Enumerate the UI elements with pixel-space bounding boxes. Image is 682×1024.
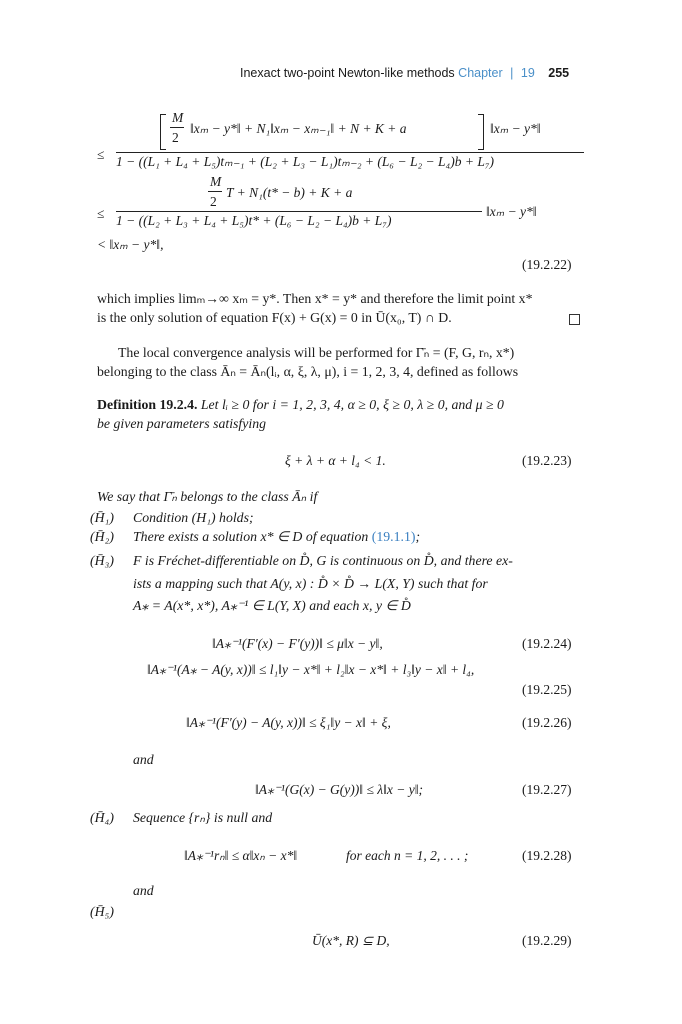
definition-line1: Let lᵢ ≥ 0 for i = 1, 2, 3, 4, α ≥ 0, ξ ≥ 0, λ ≥ 0, and μ ≥ 0 bbox=[200, 397, 504, 412]
h2-line bbox=[133, 529, 420, 545]
eq-number-29: (19.2.29) bbox=[522, 933, 572, 948]
and-1: and bbox=[133, 752, 154, 767]
num2-2: 2 bbox=[210, 194, 217, 209]
eq23-expr: ξ + λ + α + l₄ < 1. bbox=[285, 453, 386, 468]
definition-label: Definition 19.2.4. bbox=[97, 397, 198, 412]
h2-text: There exists a solution x* ∈ D of equation bbox=[133, 529, 369, 544]
h4-text: Sequence {rₙ} is null and bbox=[133, 810, 273, 825]
eq24-expr: ‖A⁎⁻¹(F′(x) − F′(y))‖ ≤ μ‖x − y‖, bbox=[212, 636, 383, 651]
le-sign-2: ≤ bbox=[97, 206, 105, 221]
h4-label: (H̄₄) bbox=[90, 810, 114, 825]
page-number: 255 bbox=[548, 66, 570, 80]
h5-label: (H̄₅) bbox=[90, 904, 114, 919]
h3-line3: A⁎ = A(x*, x*), A⁎⁻¹ ∈ L(Y, X) and each x, y ∈ D̊ bbox=[133, 598, 411, 613]
para1-line2: is the only solution of equation F(x) + G(x) = 0 in Ū(x₀, T) ∩ D. bbox=[97, 310, 452, 325]
header-chapter-number: 19 bbox=[520, 66, 535, 80]
eq25-expr: ‖A⁎⁻¹(A⁎ − A(y, x))‖ ≤ l₁‖y − x*‖ + l₂‖x − x*‖ + l₃‖y − x‖ + l₄, bbox=[147, 662, 475, 677]
lt-line: < ‖xₘ − y*‖, bbox=[97, 237, 164, 252]
header-chapter: Chapter bbox=[458, 66, 503, 80]
h3-line2: ists a mapping such that A(y, x) : D̊ × D̊ → L(X, Y) such that for bbox=[133, 576, 488, 591]
eq28-expr: ‖A⁎⁻¹rₙ‖ ≤ α‖xₙ − x*‖ bbox=[184, 848, 298, 863]
h2-label: (H̄₂) bbox=[90, 529, 114, 544]
tail2: ‖xₘ − y*‖ bbox=[486, 204, 537, 219]
header-separator: | bbox=[510, 66, 514, 80]
eq-number-24: (19.2.24) bbox=[522, 636, 572, 651]
h1-text: Condition (H₁) holds; bbox=[133, 510, 254, 525]
le-sign-1: ≤ bbox=[97, 147, 105, 162]
h3-line1: F is Fréchet-differentiable on D̊, G is continuous on D̊, and there ex- bbox=[133, 553, 513, 568]
eq-number-28: (19.2.28) bbox=[522, 848, 572, 863]
and-2: and bbox=[133, 883, 154, 898]
h2-end: ; bbox=[415, 529, 421, 544]
header-title: Inexact two-point Newton-like methods bbox=[240, 66, 455, 80]
h3-label: (H̄₃) bbox=[90, 553, 114, 568]
equation-link[interactable]: (19.1.1) bbox=[371, 529, 416, 544]
class-intro: We say that Γ̄ₙ belongs to the class Āₙ if bbox=[97, 489, 318, 504]
definition-heading bbox=[97, 397, 504, 413]
eq-number-23: (19.2.23) bbox=[522, 453, 572, 468]
definition-line2: be given parameters satisfying bbox=[97, 416, 266, 431]
eq-number-27: (19.2.27) bbox=[522, 782, 572, 797]
eq-number-22: (19.2.22) bbox=[522, 257, 572, 272]
eq29-expr: Ū(x*, R) ⊆ D, bbox=[312, 933, 390, 948]
num1-M: M bbox=[172, 110, 184, 125]
eq26-expr: ‖A⁎⁻¹(F′(y) − A(y, x))‖ ≤ ξ₁‖y − x‖ + ξ, bbox=[186, 715, 391, 730]
num2-rest: T + N₁(t* − b) + K + a bbox=[226, 185, 353, 200]
running-header bbox=[240, 66, 569, 80]
eq28-condition: for each n = 1, 2, . . . ; bbox=[346, 848, 469, 863]
den2: 1 − ((L₂ + L₃ + L₄ + L₅)t* + (L₆ − L₂ − L₄)b + L₇) bbox=[116, 213, 392, 228]
para2-line2: belonging to the class Āₙ = Āₙ(lᵢ, α, ξ, λ, μ), i = 1, 2, 3, 4, defined as follows bbox=[97, 364, 519, 379]
para1-line1: which implies limₘ→∞ xₘ = y*. Then x* = y* and therefore the limit point x* bbox=[97, 291, 533, 306]
num1-tail: ‖xₘ − y*‖ bbox=[490, 121, 541, 136]
qed-box bbox=[569, 314, 580, 325]
den1: 1 − ((L₁ + L₄ + L₅)tₘ₋₁ + (L₂ + L₃ − L₁)tₘ₋₂ + (L₆ − L₂ − L₄)b + L₇) bbox=[116, 154, 495, 169]
num1-2: 2 bbox=[172, 130, 179, 145]
eq27-expr: ‖A⁎⁻¹(G(x) − G(y))‖ ≤ λ‖x − y‖; bbox=[255, 782, 423, 797]
eq-number-26: (19.2.26) bbox=[522, 715, 572, 730]
h1-label: (H̄₁) bbox=[90, 510, 114, 525]
left-bracket bbox=[160, 114, 166, 150]
right-bracket bbox=[478, 114, 484, 150]
num1-rest: ‖xₘ − y*‖ + N₁‖xₘ − xₘ₋₁‖ + N + K + a bbox=[190, 121, 407, 136]
num2-M: M bbox=[210, 174, 222, 189]
para2-line1: The local convergence analysis will be performed for Γ̄ₙ = (F, G, rₙ, x*) bbox=[118, 345, 515, 360]
eq-number-25: (19.2.25) bbox=[522, 682, 572, 697]
